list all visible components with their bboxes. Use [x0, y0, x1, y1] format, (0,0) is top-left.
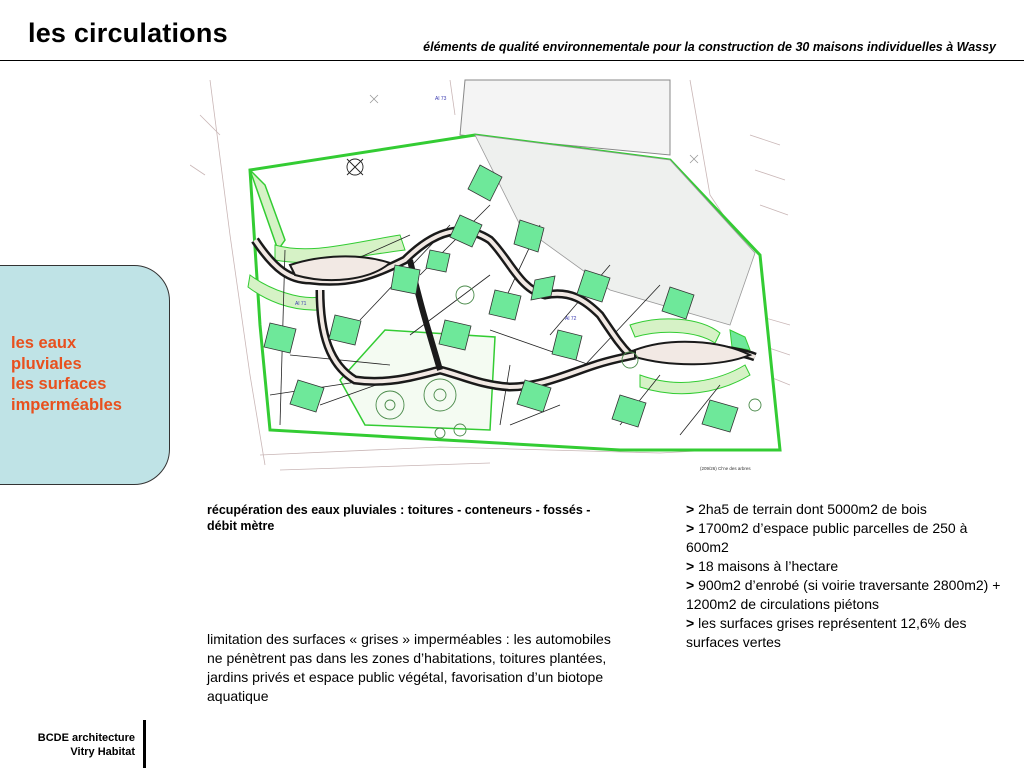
- side-line: les surfaces: [11, 375, 107, 393]
- surfaces-caption: limitation des surfaces « grises » imperméables : les automobiles ne pénètrent pas dans les zones d’habitations, toitures plantées, jardins privés et espace public végétal, favorisation d’un biotope aquatique: [207, 631, 611, 704]
- side-line: les eaux: [11, 334, 77, 352]
- fact-item: [686, 519, 1006, 557]
- fact-marker: >: [686, 520, 695, 536]
- page-subtitle: éléments de qualité environnementale pour la construction de 30 maisons individuelles à Wassy: [423, 40, 996, 54]
- fact-text: 18 maisons à l’hectare: [698, 558, 839, 574]
- rainwater-caption: récupération des eaux pluviales : toitures - conteneurs - fossés - débit mètre: [207, 503, 591, 533]
- plan-label: Al 73: [435, 96, 447, 102]
- facts-list: [686, 500, 1006, 652]
- side-panel-text: [11, 333, 122, 415]
- side-line: imperméables: [11, 395, 122, 414]
- plan-label: Al 71: [295, 301, 307, 307]
- fact-marker: >: [686, 577, 695, 593]
- fact-marker: >: [686, 558, 695, 574]
- fact-item: [686, 500, 1006, 519]
- footer-credits: [38, 731, 135, 759]
- site-plan: [190, 75, 790, 485]
- header-divider: [0, 60, 1024, 61]
- fact-text: 1700m2 d’espace public parcelles de 250 à 600m2: [686, 520, 968, 555]
- fact-text: 2ha5 de terrain dont 5000m2 de bois: [698, 501, 927, 517]
- plan-label: (209/26) Cl'ne des arbres: [700, 466, 751, 471]
- fact-marker: >: [686, 501, 695, 517]
- plan-label: Al 72: [565, 316, 577, 322]
- fact-text: les surfaces grises représentent 12,6% des surfaces vertes: [686, 615, 967, 650]
- fact-text: 900m2 d’enrobé (si voirie traversante 2800m2) + 1200m2 de circulations piétons: [686, 577, 1001, 612]
- page-title: les circulations: [28, 18, 228, 48]
- footer-divider: [143, 720, 146, 768]
- fact-item: [686, 614, 1006, 652]
- footer-architect: BCDE architecture: [37, 732, 135, 744]
- fact-item: [686, 557, 1006, 576]
- fact-marker: >: [686, 615, 695, 631]
- footer-client: Vitry Habitat: [70, 746, 135, 758]
- side-line: pluviales: [11, 354, 82, 373]
- fact-item: [686, 576, 1006, 614]
